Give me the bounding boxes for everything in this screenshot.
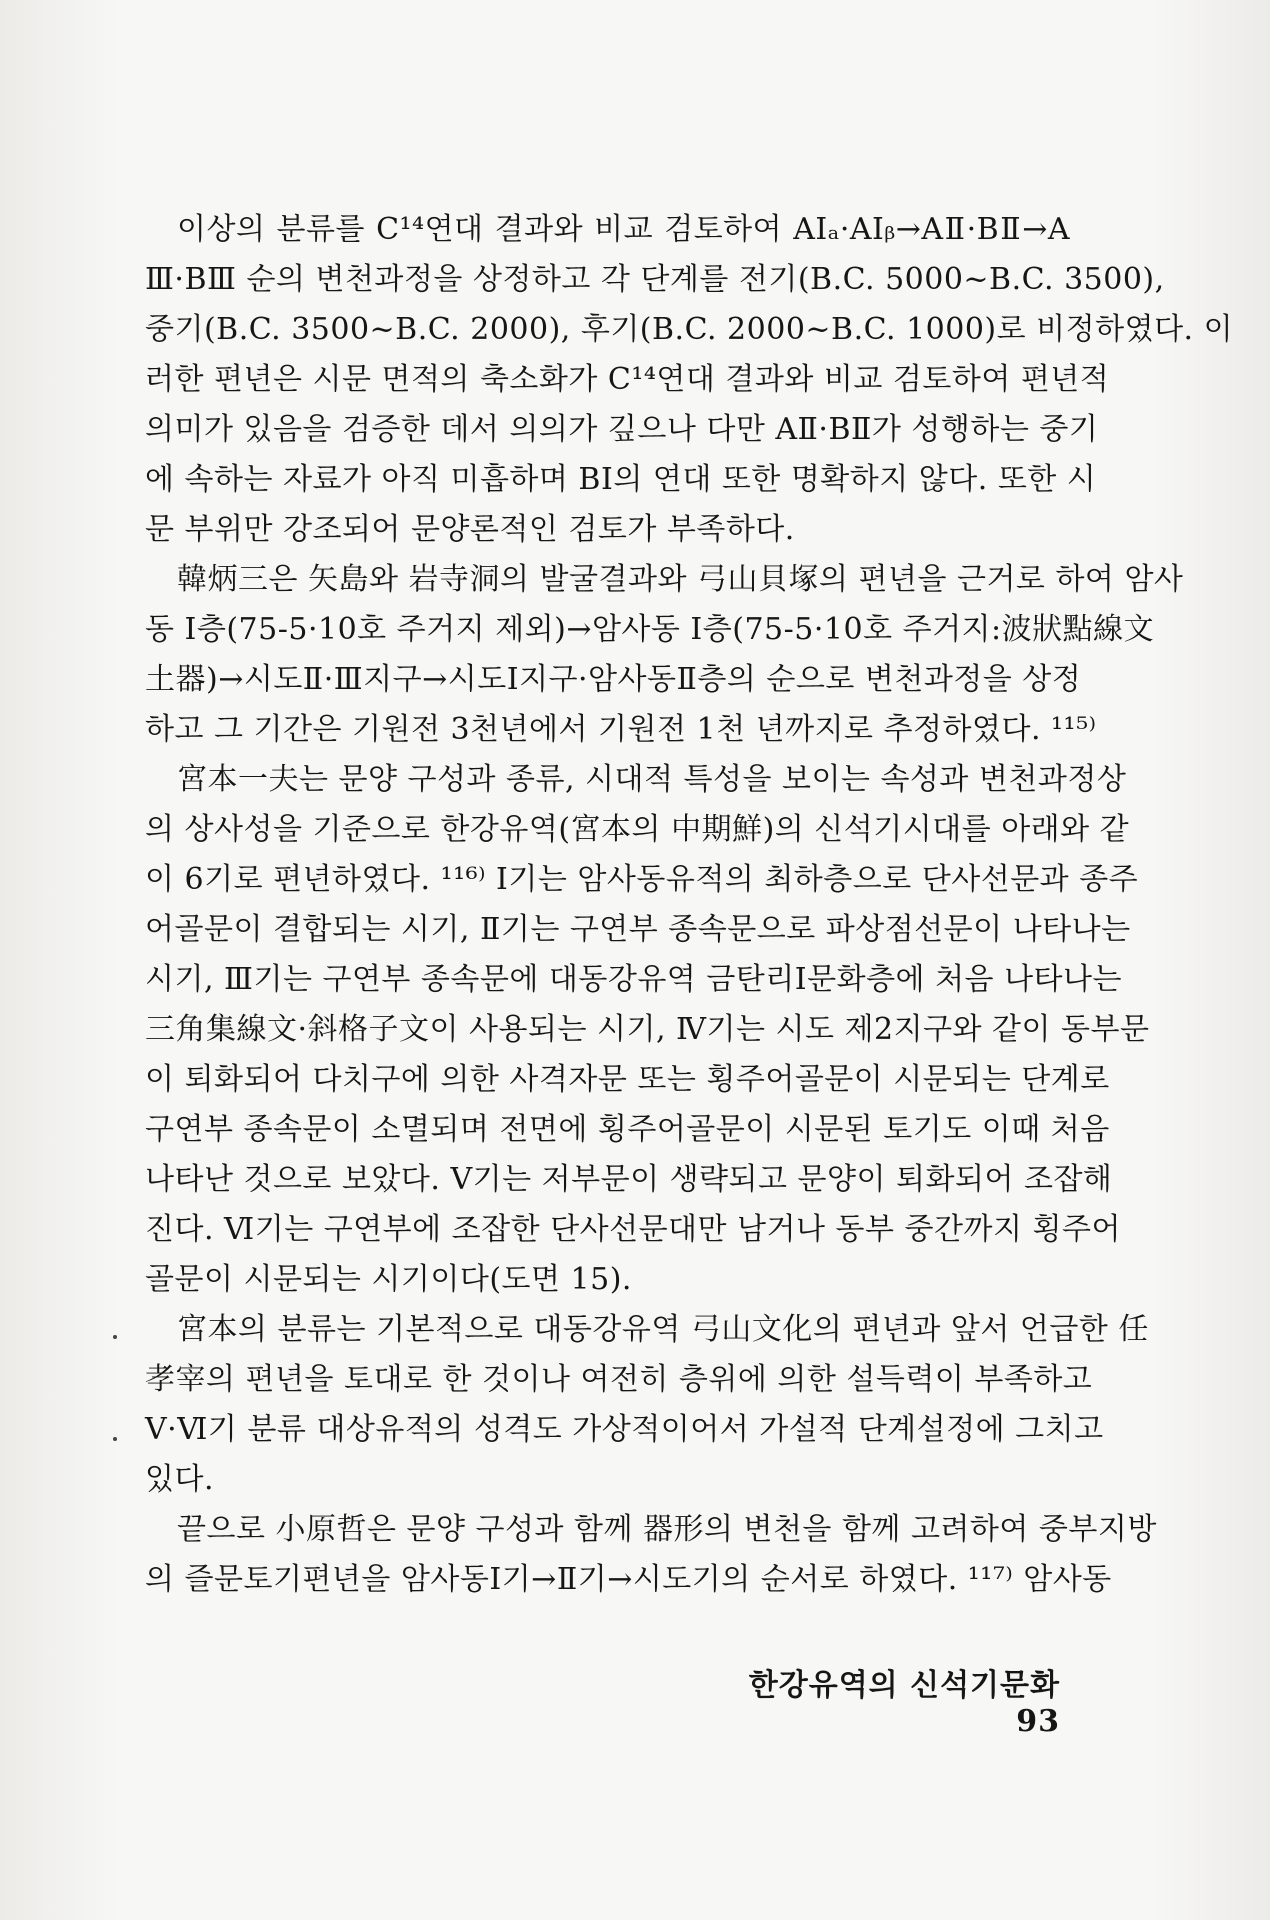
text-line: 孝宰의 편년을 토대로 한 것이나 여전히 층위에 의한 설득력이 부족하고 — [145, 1362, 1093, 1397]
paragraph — [145, 755, 1150, 1305]
text-line: Ⅴ·Ⅵ기 분류 대상유적의 성격도 가상적이어서 가설적 단계설정에 그치고 — [145, 1412, 1104, 1447]
text-line: 골문이 시문되는 시기이다(도면 15). — [145, 1262, 632, 1297]
text-line: 에 속하는 자료가 아직 미흡하며 BⅠ의 연대 또한 명확하지 않다. 또한 시 — [145, 462, 1097, 497]
paragraph — [145, 1305, 1149, 1505]
text-line: 나타난 것으로 보았다. Ⅴ기는 저부문이 생략되고 문양이 퇴화되어 조잡해 — [145, 1162, 1113, 1197]
text-line: 土器)→시도Ⅱ·Ⅲ지구→시도Ⅰ지구·암사동Ⅱ층의 순으로 변천과정을 상정 — [145, 662, 1082, 697]
paragraph — [145, 1505, 1157, 1605]
text-line: 三角集線文·斜格子文이 사용되는 시기, Ⅳ기는 시도 제2지구와 같이 동부문 — [145, 1012, 1150, 1047]
text-line: 韓炳三은 矢島와 岩寺洞의 발굴결과와 弓山貝塚의 편년을 근거로 하여 암사 — [177, 562, 1184, 597]
text-line: 어골문이 결합되는 시기, Ⅱ기는 구연부 종속문으로 파상점선문이 나타나는 — [145, 912, 1131, 947]
text-line: 동 Ⅰ층(75-5·10호 주거지 제외)→암사동 Ⅰ층(75-5·10호 주거지:波狀點線文 — [145, 612, 1155, 647]
text-line: 문 부위만 강조되어 문양론적인 검토가 부족하다. — [145, 512, 795, 547]
margin-mark — [113, 1335, 117, 1339]
text-line: 이상의 분류를 C¹⁴연대 결과와 비교 검토하여 AIₐ·AIᵦ→AⅡ·BⅡ→A — [177, 212, 1070, 247]
text-line: 중기(B.C. 3500~B.C. 2000), 후기(B.C. 2000~B.C. 1000)로 비정하였다. 이 — [145, 312, 1234, 347]
text-line: 하고 그 기간은 기원전 3천년에서 기원전 1천 년까지로 추정하였다. ¹¹⁵⁾ — [145, 712, 1097, 747]
text-line: 이 6기로 편년하였다. ¹¹⁶⁾ Ⅰ기는 암사동유적의 최하층으로 단사선문과 종주 — [145, 862, 1139, 897]
text-line: 끝으로 小原哲은 문양 구성과 함께 器形의 변천을 함께 고려하여 중부지방 — [177, 1512, 1157, 1547]
text-line: 구연부 종속문이 소멸되며 전면에 횡주어골문이 시문된 토기도 이때 처음 — [145, 1112, 1110, 1147]
text-line: 있다. — [145, 1462, 214, 1497]
text-line: 의미가 있음을 검증한 데서 의의가 깊으나 다만 AⅡ·BⅡ가 성행하는 중기 — [145, 412, 1099, 447]
page-number: 93 — [1016, 1704, 1060, 1739]
text-line: 宮本一夫는 문양 구성과 종류, 시대적 특성을 보이는 속성과 변천과정상 — [177, 762, 1127, 797]
text-line: 의 상사성을 기준으로 한강유역(宮本의 中期鮮)의 신석기시대를 아래와 같 — [145, 812, 1130, 847]
margin-mark — [113, 1437, 117, 1441]
text-line: 진다. Ⅵ기는 구연부에 조잡한 단사선문대만 남거나 동부 중간까지 횡주어 — [145, 1212, 1121, 1247]
footer-title: 한강유역의 신석기문화 — [748, 1668, 1060, 1703]
running-footer — [700, 1660, 1060, 1739]
paragraph — [145, 555, 1184, 755]
text-line: 의 즐문토기편년을 암사동Ⅰ기→Ⅱ기→시도기의 순서로 하였다. ¹¹⁷⁾ 암사동 — [145, 1562, 1112, 1597]
text-line: 이 퇴화되어 다치구에 의한 사격자문 또는 횡주어골문이 시문되는 단계로 — [145, 1062, 1110, 1097]
text-line: 러한 편년은 시문 면적의 축소화가 C¹⁴연대 결과와 비교 검토하여 편년적 — [145, 362, 1110, 397]
paragraph — [145, 205, 1234, 555]
text-line: 시기, Ⅲ기는 구연부 종속문에 대동강유역 금탄리Ⅰ문화층에 처음 나타나는 — [145, 962, 1122, 997]
text-line: 宮本의 분류는 기본적으로 대동강유역 弓山文化의 편년과 앞서 언급한 任 — [177, 1312, 1149, 1347]
body-text — [145, 205, 1234, 1605]
text-line: Ⅲ·BⅢ 순의 변천과정을 상정하고 각 단계를 전기(B.C. 5000~B.C. 3500), — [145, 262, 1165, 297]
